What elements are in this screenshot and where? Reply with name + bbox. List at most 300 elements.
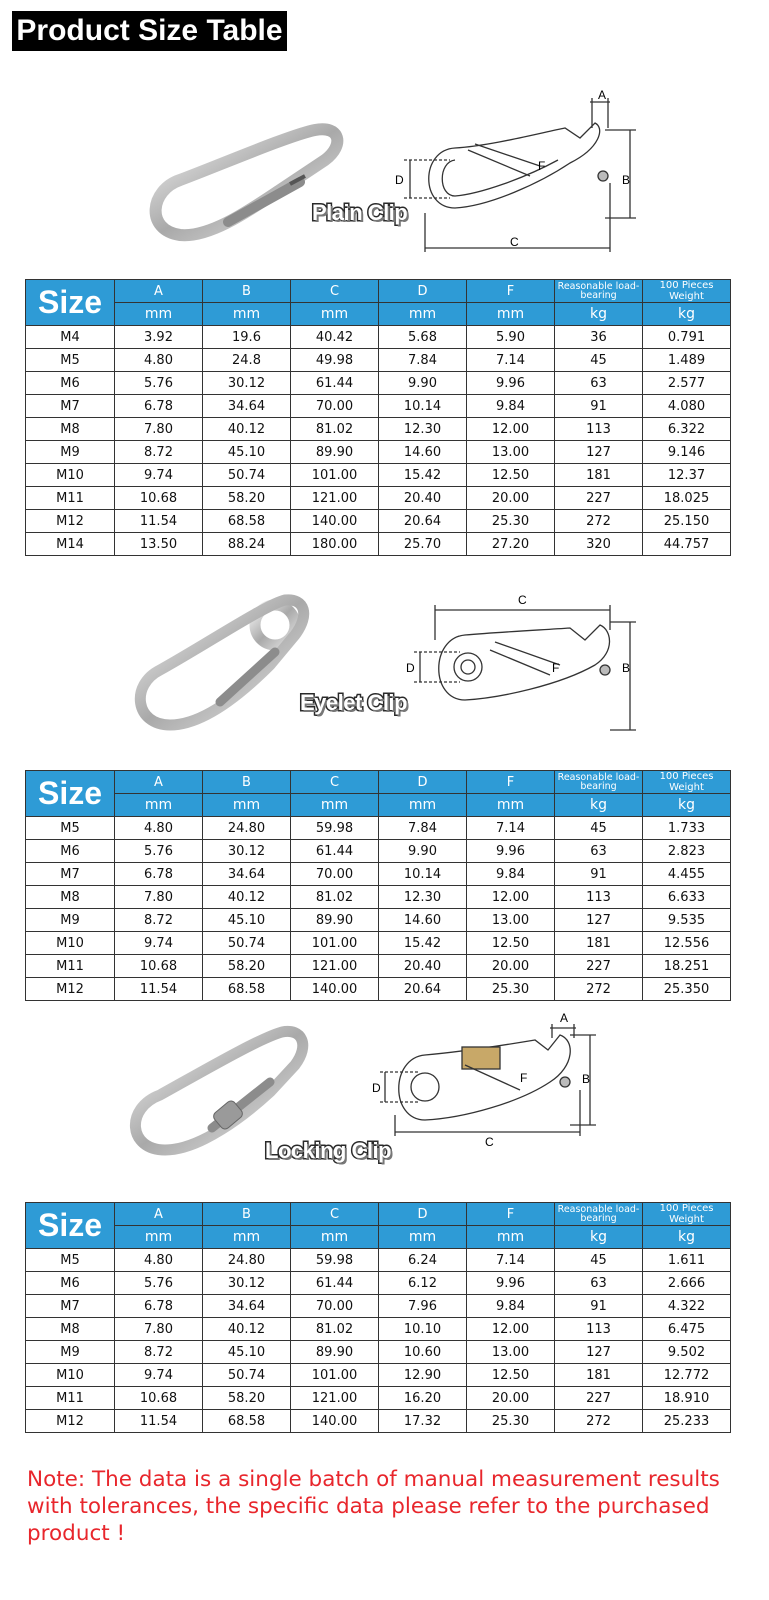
value-cell: 1.489 (643, 349, 731, 372)
col-header-weight: 100 Pieces Weight (643, 280, 731, 303)
value-cell: 13.00 (467, 441, 555, 464)
value-cell: 7.84 (379, 349, 467, 372)
value-cell: 6.12 (379, 1272, 467, 1295)
size-cell: M10 (26, 1364, 115, 1387)
size-cell: M10 (26, 464, 115, 487)
value-cell: 7.80 (115, 886, 203, 909)
value-cell: 68.58 (203, 978, 291, 1001)
value-cell: 89.90 (291, 441, 379, 464)
table-row (26, 1364, 731, 1387)
unit-a: mm (115, 1226, 203, 1249)
value-cell: 45.10 (203, 441, 291, 464)
diagram-label-c: C (510, 235, 519, 249)
value-cell: 45.10 (203, 1341, 291, 1364)
col-header-b: B (203, 280, 291, 303)
locking-clip-diagram (370, 1010, 630, 1150)
size-header: Size (26, 771, 115, 817)
col-header-d: D (379, 280, 467, 303)
value-cell: 7.14 (467, 817, 555, 840)
value-cell: 9.74 (115, 1364, 203, 1387)
size-cell: M8 (26, 886, 115, 909)
value-cell: 14.60 (379, 441, 467, 464)
value-cell: 5.76 (115, 372, 203, 395)
unit-load: kg (555, 794, 643, 817)
value-cell: 6.322 (643, 418, 731, 441)
value-cell: 63 (555, 840, 643, 863)
size-cell: M11 (26, 955, 115, 978)
value-cell: 9.535 (643, 909, 731, 932)
value-cell: 12.30 (379, 886, 467, 909)
value-cell: 45 (555, 349, 643, 372)
table-row (26, 487, 731, 510)
col-header-load: Reasonable load-bearing (555, 280, 643, 303)
value-cell: 70.00 (291, 863, 379, 886)
eyelet-clip-diagram (400, 590, 670, 740)
value-cell: 40.42 (291, 326, 379, 349)
locking-diagram-label-b: B (582, 1072, 591, 1086)
value-cell: 5.76 (115, 840, 203, 863)
value-cell: 12.00 (467, 1318, 555, 1341)
table-row (26, 418, 731, 441)
value-cell: 5.68 (379, 326, 467, 349)
size-cell: M5 (26, 1249, 115, 1272)
value-cell: 4.322 (643, 1295, 731, 1318)
eyelet-clip-photo (125, 590, 325, 740)
value-cell: 140.00 (291, 510, 379, 533)
value-cell: 113 (555, 1318, 643, 1341)
col-header-weight: 100 Pieces Weight (643, 771, 731, 794)
value-cell: 9.502 (643, 1341, 731, 1364)
value-cell: 10.14 (379, 395, 467, 418)
value-cell: 15.42 (379, 932, 467, 955)
value-cell: 40.12 (203, 1318, 291, 1341)
unit-weight: kg (643, 794, 731, 817)
size-cell: M12 (26, 510, 115, 533)
table-row (26, 817, 731, 840)
col-header-d: D (379, 1203, 467, 1226)
table-row (26, 1295, 731, 1318)
size-cell: M6 (26, 1272, 115, 1295)
col-header-c: C (291, 1203, 379, 1226)
value-cell: 18.251 (643, 955, 731, 978)
col-header-a: A (115, 1203, 203, 1226)
value-cell: 12.772 (643, 1364, 731, 1387)
value-cell: 81.02 (291, 886, 379, 909)
col-header-a: A (115, 771, 203, 794)
value-cell: 9.96 (467, 1272, 555, 1295)
value-cell: 2.666 (643, 1272, 731, 1295)
col-header-c: C (291, 280, 379, 303)
value-cell: 181 (555, 932, 643, 955)
plain-clip-diagram (390, 88, 650, 258)
value-cell: 25.30 (467, 510, 555, 533)
value-cell: 63 (555, 372, 643, 395)
locking-diagram-label-a: A (560, 1011, 569, 1025)
value-cell: 15.42 (379, 464, 467, 487)
unit-c: mm (291, 1226, 379, 1249)
value-cell: 10.68 (115, 1387, 203, 1410)
value-cell: 9.146 (643, 441, 731, 464)
table-row (26, 349, 731, 372)
value-cell: 70.00 (291, 395, 379, 418)
size-cell: M9 (26, 441, 115, 464)
table-row (26, 840, 731, 863)
table-row (26, 1387, 731, 1410)
unit-weight: kg (643, 303, 731, 326)
value-cell: 9.74 (115, 932, 203, 955)
table-row (26, 1410, 731, 1433)
locking-diagram-label-c: C (485, 1135, 494, 1149)
unit-d: mm (379, 794, 467, 817)
col-header-b: B (203, 1203, 291, 1226)
diagram-label-d: D (395, 173, 404, 187)
value-cell: 45 (555, 817, 643, 840)
table-row (26, 955, 731, 978)
value-cell: 13.00 (467, 909, 555, 932)
value-cell: 8.72 (115, 1341, 203, 1364)
value-cell: 13.00 (467, 1341, 555, 1364)
value-cell: 12.00 (467, 418, 555, 441)
value-cell: 320 (555, 533, 643, 556)
size-cell: M14 (26, 533, 115, 556)
eyelet-clip-table (25, 770, 731, 1001)
table-row (26, 510, 731, 533)
value-cell: 68.58 (203, 510, 291, 533)
table-row (26, 1272, 731, 1295)
value-cell: 20.64 (379, 978, 467, 1001)
col-header-f: F (467, 771, 555, 794)
value-cell: 20.00 (467, 487, 555, 510)
value-cell: 11.54 (115, 978, 203, 1001)
value-cell: 24.80 (203, 817, 291, 840)
value-cell: 181 (555, 464, 643, 487)
table-row (26, 464, 731, 487)
value-cell: 89.90 (291, 1341, 379, 1364)
value-cell: 27.20 (467, 533, 555, 556)
locking-clip-table (25, 1202, 731, 1433)
value-cell: 89.90 (291, 909, 379, 932)
value-cell: 68.58 (203, 1410, 291, 1433)
value-cell: 272 (555, 978, 643, 1001)
value-cell: 181 (555, 1364, 643, 1387)
unit-f: mm (467, 303, 555, 326)
value-cell: 9.84 (467, 1295, 555, 1318)
value-cell: 30.12 (203, 840, 291, 863)
value-cell: 11.54 (115, 510, 203, 533)
size-cell: M9 (26, 1341, 115, 1364)
size-cell: M11 (26, 1387, 115, 1410)
value-cell: 101.00 (291, 932, 379, 955)
value-cell: 7.80 (115, 1318, 203, 1341)
value-cell: 227 (555, 487, 643, 510)
value-cell: 2.577 (643, 372, 731, 395)
value-cell: 61.44 (291, 1272, 379, 1295)
value-cell: 63 (555, 1272, 643, 1295)
locking-clip-label: Locking Clip (265, 1138, 391, 1163)
value-cell: 140.00 (291, 978, 379, 1001)
table-row (26, 1341, 731, 1364)
value-cell: 91 (555, 1295, 643, 1318)
unit-d: mm (379, 303, 467, 326)
value-cell: 40.12 (203, 418, 291, 441)
value-cell: 4.80 (115, 1249, 203, 1272)
value-cell: 101.00 (291, 464, 379, 487)
value-cell: 12.90 (379, 1364, 467, 1387)
value-cell: 8.72 (115, 909, 203, 932)
size-cell: M7 (26, 863, 115, 886)
value-cell: 6.78 (115, 1295, 203, 1318)
value-cell: 101.00 (291, 1364, 379, 1387)
unit-weight: kg (643, 1226, 731, 1249)
value-cell: 127 (555, 1341, 643, 1364)
value-cell: 17.32 (379, 1410, 467, 1433)
value-cell: 10.10 (379, 1318, 467, 1341)
value-cell: 20.40 (379, 955, 467, 978)
diagram-label-a: A (598, 88, 607, 102)
value-cell: 10.68 (115, 955, 203, 978)
value-cell: 9.96 (467, 840, 555, 863)
value-cell: 25.30 (467, 978, 555, 1001)
value-cell: 12.50 (467, 464, 555, 487)
value-cell: 30.12 (203, 1272, 291, 1295)
value-cell: 25.233 (643, 1410, 731, 1433)
value-cell: 59.98 (291, 1249, 379, 1272)
value-cell: 121.00 (291, 1387, 379, 1410)
value-cell: 4.455 (643, 863, 731, 886)
value-cell: 18.910 (643, 1387, 731, 1410)
value-cell: 12.00 (467, 886, 555, 909)
size-cell: M4 (26, 326, 115, 349)
value-cell: 61.44 (291, 840, 379, 863)
value-cell: 5.90 (467, 326, 555, 349)
eyelet-diagram-label-d: D (406, 661, 415, 675)
table-row (26, 533, 731, 556)
value-cell: 6.78 (115, 863, 203, 886)
unit-b: mm (203, 303, 291, 326)
value-cell: 58.20 (203, 1387, 291, 1410)
size-cell: M7 (26, 1295, 115, 1318)
value-cell: 8.72 (115, 441, 203, 464)
value-cell: 7.80 (115, 418, 203, 441)
size-cell: M6 (26, 372, 115, 395)
value-cell: 121.00 (291, 487, 379, 510)
value-cell: 20.64 (379, 510, 467, 533)
value-cell: 127 (555, 441, 643, 464)
value-cell: 180.00 (291, 533, 379, 556)
table-row (26, 932, 731, 955)
table-row (26, 886, 731, 909)
value-cell: 140.00 (291, 1410, 379, 1433)
value-cell: 10.68 (115, 487, 203, 510)
value-cell: 11.54 (115, 1410, 203, 1433)
size-cell: M5 (26, 349, 115, 372)
eyelet-diagram-label-b: B (622, 661, 631, 675)
unit-a: mm (115, 794, 203, 817)
value-cell: 30.12 (203, 372, 291, 395)
size-cell: M7 (26, 395, 115, 418)
value-cell: 272 (555, 1410, 643, 1433)
value-cell: 34.64 (203, 395, 291, 418)
value-cell: 50.74 (203, 464, 291, 487)
plain-clip-label: Plain Clip (312, 200, 408, 225)
value-cell: 272 (555, 510, 643, 533)
value-cell: 113 (555, 418, 643, 441)
value-cell: 0.791 (643, 326, 731, 349)
value-cell: 6.633 (643, 886, 731, 909)
table-row (26, 1249, 731, 1272)
unit-load: kg (555, 303, 643, 326)
value-cell: 4.080 (643, 395, 731, 418)
value-cell: 25.150 (643, 510, 731, 533)
value-cell: 50.74 (203, 932, 291, 955)
size-cell: M9 (26, 909, 115, 932)
col-header-f: F (467, 280, 555, 303)
value-cell: 19.6 (203, 326, 291, 349)
value-cell: 9.74 (115, 464, 203, 487)
table-row (26, 863, 731, 886)
diagram-label-f: F (538, 159, 546, 173)
table-row (26, 978, 731, 1001)
unit-c: mm (291, 794, 379, 817)
value-cell: 50.74 (203, 1364, 291, 1387)
table-row (26, 1318, 731, 1341)
value-cell: 34.64 (203, 863, 291, 886)
value-cell: 9.90 (379, 372, 467, 395)
table-row (26, 372, 731, 395)
plain-clip-photo (140, 120, 360, 260)
size-cell: M11 (26, 487, 115, 510)
value-cell: 5.76 (115, 1272, 203, 1295)
col-header-c: C (291, 771, 379, 794)
table-row (26, 395, 731, 418)
size-cell: M5 (26, 817, 115, 840)
value-cell: 12.556 (643, 932, 731, 955)
value-cell: 34.64 (203, 1295, 291, 1318)
value-cell: 13.50 (115, 533, 203, 556)
eyelet-diagram-label-f: F (552, 661, 560, 675)
locking-diagram-label-f: F (520, 1071, 528, 1085)
unit-b: mm (203, 1226, 291, 1249)
value-cell: 227 (555, 955, 643, 978)
unit-f: mm (467, 794, 555, 817)
size-cell: M8 (26, 1318, 115, 1341)
value-cell: 61.44 (291, 372, 379, 395)
value-cell: 45 (555, 1249, 643, 1272)
value-cell: 7.96 (379, 1295, 467, 1318)
size-cell: M12 (26, 978, 115, 1001)
value-cell: 24.80 (203, 1249, 291, 1272)
value-cell: 18.025 (643, 487, 731, 510)
value-cell: 24.8 (203, 349, 291, 372)
value-cell: 9.90 (379, 840, 467, 863)
unit-load: kg (555, 1226, 643, 1249)
value-cell: 3.92 (115, 326, 203, 349)
value-cell: 10.60 (379, 1341, 467, 1364)
value-cell: 81.02 (291, 418, 379, 441)
value-cell: 91 (555, 863, 643, 886)
value-cell: 14.60 (379, 909, 467, 932)
value-cell: 36 (555, 326, 643, 349)
locking-diagram-label-d: D (372, 1081, 381, 1095)
value-cell: 7.84 (379, 817, 467, 840)
value-cell: 121.00 (291, 955, 379, 978)
value-cell: 7.14 (467, 349, 555, 372)
value-cell: 6.24 (379, 1249, 467, 1272)
table-row (26, 909, 731, 932)
value-cell: 10.14 (379, 863, 467, 886)
value-cell: 70.00 (291, 1295, 379, 1318)
value-cell: 12.50 (467, 932, 555, 955)
size-cell: M6 (26, 840, 115, 863)
col-header-f: F (467, 1203, 555, 1226)
value-cell: 12.37 (643, 464, 731, 487)
value-cell: 49.98 (291, 349, 379, 372)
value-cell: 9.84 (467, 863, 555, 886)
value-cell: 113 (555, 886, 643, 909)
col-header-weight: 100 Pieces Weight (643, 1203, 731, 1226)
eyelet-clip-label: Eyelet Clip (300, 690, 407, 715)
value-cell: 20.00 (467, 1387, 555, 1410)
diagram-label-b: B (622, 173, 631, 187)
value-cell: 20.40 (379, 487, 467, 510)
size-cell: M10 (26, 932, 115, 955)
value-cell: 58.20 (203, 487, 291, 510)
eyelet-diagram-label-c: C (518, 593, 527, 607)
value-cell: 6.475 (643, 1318, 731, 1341)
value-cell: 4.80 (115, 349, 203, 372)
unit-f: mm (467, 1226, 555, 1249)
unit-a: mm (115, 303, 203, 326)
value-cell: 12.30 (379, 418, 467, 441)
size-cell: M8 (26, 418, 115, 441)
value-cell: 7.14 (467, 1249, 555, 1272)
value-cell: 25.350 (643, 978, 731, 1001)
value-cell: 9.84 (467, 395, 555, 418)
col-header-d: D (379, 771, 467, 794)
value-cell: 12.50 (467, 1364, 555, 1387)
disclaimer-note: Note: The data is a single batch of manual measurement results with tolerances, the specific data please refer to the purchased product ! (27, 1467, 720, 1546)
size-header: Size (26, 280, 115, 326)
value-cell: 25.30 (467, 1410, 555, 1433)
value-cell: 45.10 (203, 909, 291, 932)
col-header-b: B (203, 771, 291, 794)
value-cell: 16.20 (379, 1387, 467, 1410)
col-header-load: Reasonable load-bearing (555, 771, 643, 794)
value-cell: 59.98 (291, 817, 379, 840)
unit-d: mm (379, 1226, 467, 1249)
value-cell: 88.24 (203, 533, 291, 556)
plain-clip-table (25, 279, 731, 556)
col-header-load: Reasonable load-bearing (555, 1203, 643, 1226)
value-cell: 227 (555, 1387, 643, 1410)
value-cell: 58.20 (203, 955, 291, 978)
value-cell: 9.96 (467, 372, 555, 395)
table-row (26, 326, 731, 349)
col-header-a: A (115, 280, 203, 303)
unit-c: mm (291, 303, 379, 326)
value-cell: 4.80 (115, 817, 203, 840)
value-cell: 2.823 (643, 840, 731, 863)
value-cell: 91 (555, 395, 643, 418)
size-cell: M12 (26, 1410, 115, 1433)
value-cell: 127 (555, 909, 643, 932)
value-cell: 20.00 (467, 955, 555, 978)
page-title: Product Size Table (12, 11, 287, 51)
size-header: Size (26, 1203, 115, 1249)
value-cell: 25.70 (379, 533, 467, 556)
value-cell: 1.611 (643, 1249, 731, 1272)
value-cell: 1.733 (643, 817, 731, 840)
